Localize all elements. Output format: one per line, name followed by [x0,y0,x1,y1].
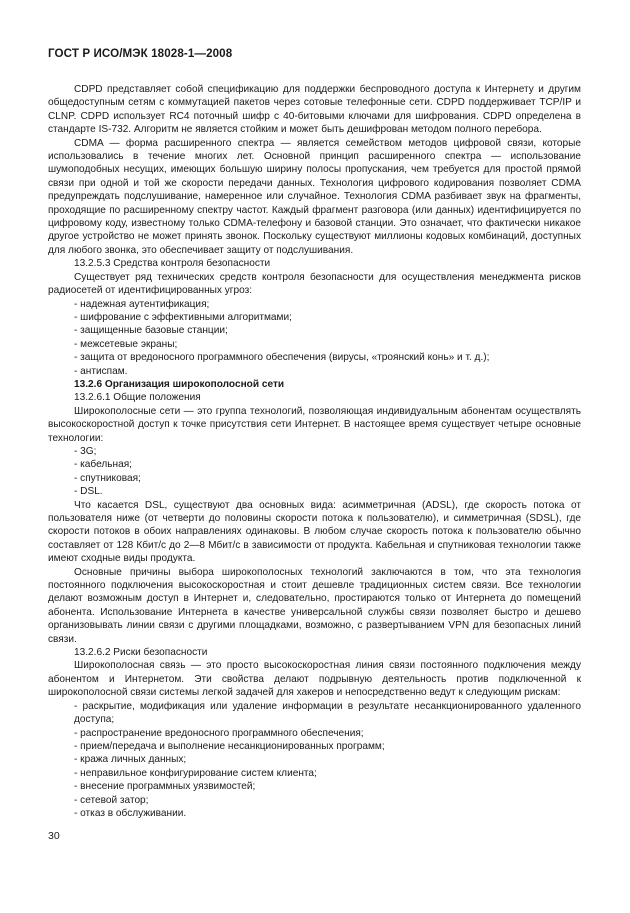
document-body [48,83,581,820]
page-number: 30 [48,830,60,842]
paragraph: Широкополосная связь — это просто высокоскоростная линия связи постоянного подключения между абонентом и Интернетом. Эти свойства делают подрывную деятельность против подключенной к широкополосной связи системы легкой задачей для хакеров и непосредственно ведут к следующим рискам: [48,660,581,699]
list-item: - неправильное конфигурирование систем клиента; [74,767,317,779]
list-item: - защита от вредоносного программного обеспечения (вирусы, «троянский конь» и т. д.); [74,352,490,364]
list-item: - сетевой затор; [74,794,149,806]
paragraph: CDPD представляет собой спецификацию для поддержки беспроводного доступа к Интернету и другим общедоступным сетям с коммутацией пакетов через сотовые телефонные сети. CDPD поддерживает TCP/IP и CLNP. CDPD использует RC4 поточный шифр с 40-битовыми ключами для шифрования. CDPD определена в стандарте IS-732. Алгоритм не является стойким и может быть дешифрован методом полного перебора. [48,84,581,136]
document-page [48,47,581,820]
paragraph: Широкополосные сети — это группа технологий, позволяющая индивидуальным абонентам осуществлять высокоскоростной доступ к точке присутствия сети Интернет. В настоящее время существует четыре основные технологии: [48,405,581,444]
list-item: - шифрование с эффективными алгоритмами; [74,311,292,323]
paragraph: Существует ряд технических средств контроля безопасности для осуществления менеджмента рисков радиосетей от идентифицированных угроз: [48,271,581,297]
list-item: - кабельная; [74,459,132,471]
list-item: - 3G; [74,445,97,457]
section-heading: 13.2.6.1 Общие положения [74,392,201,404]
paragraph: CDMA — форма расширенного спектра — является семейством методов цифровой связи, которые использовались в течение многих лет. Основной принцип расширенного спектра — использование шумоподобных несущих, имеющих большую ширину полосы пропускания, чем требуется для простой прямой связи при одной и той же скорости передачи данных. Технология цифрового кодирования позволяет CDMA предупреждать подслушивание, намеренное или случайное. Технология CDMA разбивает звук на фрагменты, проходящие по расширенному спектру частот. Каждый фрагмент разговора (или данных) идентифицируется по цифровому коду, известному только CDMA-телефону и базовой станции. Это означает, что фактически никакое другое устройство не может принять звонок. Поскольку существуют миллионы кодовых комбинаций, доступных для любого звонка, это обеспечивает защиту от подслушивания. [48,137,581,256]
list-item: - прием/передача и выполнение несанкционированных программ; [74,740,385,752]
list-item: - раскрытие, модификация или удаление информации в результате несанкционированного удаленного доступа; [74,700,581,726]
list-item: - распространение вредоносного программного обеспечения; [74,727,364,739]
list-item: - спутниковая; [74,472,141,484]
list-item: - внесение программных уязвимостей; [74,781,256,793]
paragraph: Основные причины выбора широкополосных технологий заключаются в том, что эта технология постоянного подключения высокоскоростная и стоит дешевле традиционных систем связи. Все технологии делают возможным доступ в Интернет и, следовательно, простираются только от Интернета до помещений абонента. Использование Интернета в качестве универсальной службы связи позволяет быстро и дешево организовывать линии связи с другими площадками, возможно, с развертыванием VPN для безопасных линий связи. [48,566,581,645]
list-item: - антиспам. [74,365,128,377]
section-heading: 13.2.6.2 Риски безопасности [74,647,208,659]
section-heading-bold: 13.2.6 Организация широкополосной сети [74,378,285,390]
paragraph: Что касается DSL, существуют два основных вида: асимметричная (ADSL), где скорость потока от пользователя ниже (от четверти до половины скорости потока к пользователю), и симметричная (SDSL), где скорости потоков в обоих направлениях одинаковы. В любом случае скорость потока к пользователю обычно составляет от 128 Кбит/с до 2—8 Мбит/с в зависимости от продукта. Кабельная и спутниковая технологии также имеют сходные виды продукта. [48,499,581,565]
document-header: ГОСТ Р ИСО/МЭК 18028-1—2008 [48,47,233,60]
list-item: - надежная аутентификация; [74,298,210,310]
list-item: - защищенные базовые станции; [74,325,228,337]
list-item: - DSL. [74,486,103,498]
list-item: - кража личных данных; [74,754,187,766]
section-heading: 13.2.5.3 Средства контроля безопасности [74,258,271,270]
list-item: - межсетевые экраны; [74,338,178,350]
list-item: - отказ в обслуживании. [74,807,187,819]
